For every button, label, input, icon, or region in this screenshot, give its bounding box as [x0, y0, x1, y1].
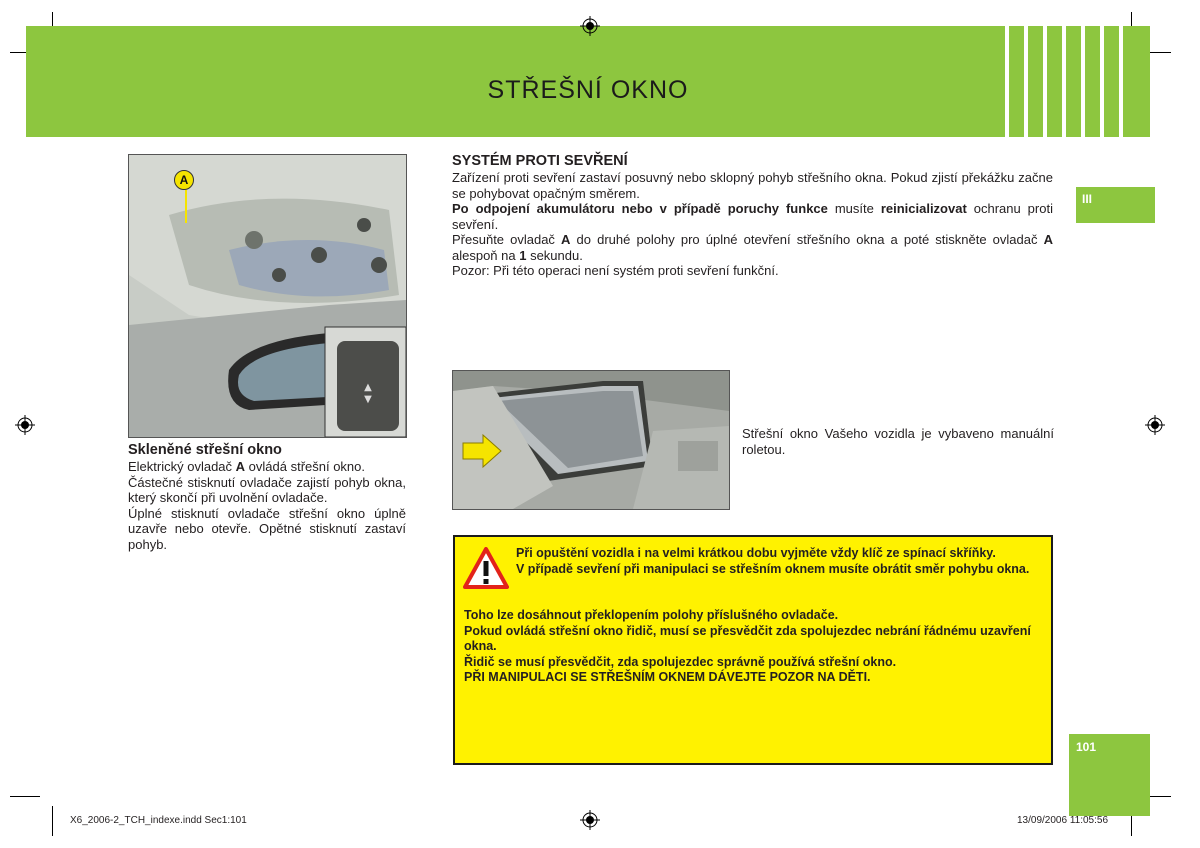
registration-mark-icon: [580, 810, 600, 830]
paragraph: Po odpojení akumulátoru nebo v případě poruchy funkce musíte reinicializovat ochranu proti sevření.: [452, 201, 1053, 232]
left-text-block: [128, 442, 406, 552]
right-text-block: [452, 153, 1053, 279]
registration-mark-icon: [580, 16, 600, 36]
paragraph: Elektrický ovladač A ovládá střešní okno.: [128, 459, 366, 474]
svg-text:▲: ▲: [364, 382, 372, 393]
footer-file: X6_2006-2_TCH_indexe.indd Sec1:101: [70, 815, 247, 826]
paragraph: Přesuňte ovladač A do druhé polohy pro úplné otevření střešního okna a poté stiskněte ovladač A alespoň na 1 sekundu.: [452, 232, 1053, 263]
svg-text:▼: ▼: [364, 394, 372, 405]
photo-caption: Střešní okno Vašeho vozidla je vybaveno manuální roletou.: [742, 426, 1054, 457]
page-number-tab: [1069, 734, 1150, 816]
warning-line: Řidič se musí přesvědčit, zda spolujezdec správně používá střešní okno.: [464, 654, 897, 669]
warning-line: Toho lze dosáhnout překlopením polohy příslušného ovladače.: [464, 608, 839, 622]
chapter-tab: [1076, 187, 1155, 223]
warning-line: V případě sevření při manipulaci se střešním oknem musíte obrátit směr pohybu okna.: [516, 561, 1030, 576]
paragraph: Částečné stisknutí ovladače zajistí pohyb okna, který skončí při uvolnění ovladače.: [128, 474, 406, 505]
page-number: 101: [1076, 740, 1097, 754]
paragraph: Zařízení proti sevření zastaví posuvný nebo sklopný pohyb střešního okna. Pokud zjistí překážku začne se pohybovat opačným směrem.: [452, 170, 1053, 201]
chapter-tab-label: III: [1082, 192, 1093, 206]
registration-mark-icon: [1145, 415, 1165, 435]
warning-line: PŘI MANIPULACI SE STŘEŠNÍM OKNEM DÁVEJTE POZOR NA DĚTI.: [464, 670, 871, 684]
warning-triangle-icon: [463, 547, 509, 589]
section-heading: Skleněné střešní okno: [128, 442, 282, 458]
warning-line: Při opuštění vozidla i na velmi krátkou dobu vyjměte vždy klíč ze spínací skříňky.: [516, 546, 996, 560]
sunroof-switch-photo: [128, 154, 407, 438]
section-heading: SYSTÉM PROTI SEVŘENÍ: [452, 153, 628, 169]
warning-line: Pokud ovládá střešní okno řidič, musí se přesvědčit zda spolujezdec nebrání řádnému uzavření okna.: [464, 623, 1031, 653]
page-title: STŘEŠNÍ OKNO: [487, 76, 689, 104]
crop-mark: [10, 796, 40, 797]
callout-a-label: A: [174, 170, 194, 190]
registration-mark-icon: [15, 415, 35, 435]
warning-box: [453, 535, 1053, 765]
paragraph: Úplné stisknutí ovladače střešní okno úplně uzavře nebo otevře. Opětné stisknutí zastaví pohyb.: [128, 505, 406, 552]
crop-mark: [52, 806, 53, 836]
sunroof-photo: [452, 370, 730, 510]
footer-date: 13/09/2006 11:05:56: [1017, 815, 1109, 826]
paragraph: Pozor: Při této operaci není systém proti sevření funkční.: [452, 263, 779, 278]
